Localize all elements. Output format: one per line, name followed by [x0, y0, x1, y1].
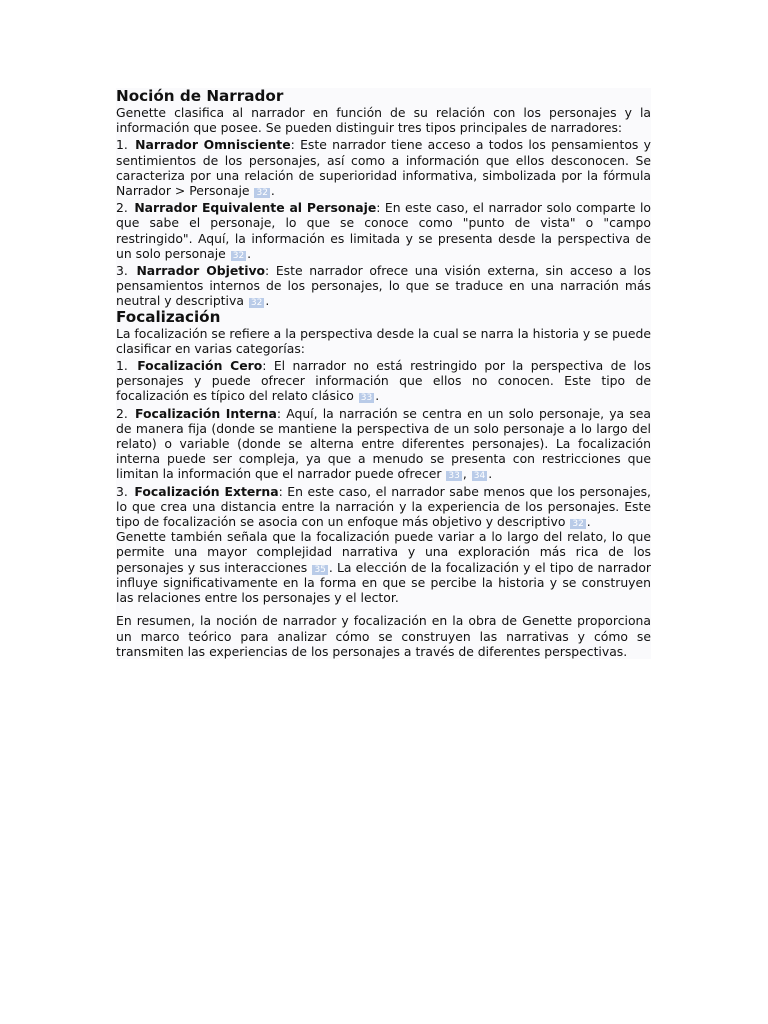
- focalizacion-intro: La focalización se refiere a la perspectiva desde la cual se narra la historia y se puede clasificar en varias categorías:: [116, 325, 651, 356]
- citation-link[interactable]: 35: [314, 564, 326, 575]
- closing-text-rest: . La elección de la focalización y el tipo de narrador influye significativamente en la forma en que se percibe la historia y se construyen las relaciones entre los personajes y el lector.: [116, 559, 651, 606]
- closing-text: Genette también señala que la focalización puede variar a lo largo del relato, lo que permite una mayor complejidad narrativa y una exploración más rica de los personajes y sus interacciones: [116, 529, 651, 575]
- list-number: 3.: [116, 483, 128, 499]
- list-item-text: : Este narrador tiene acceso a todos los pensamientos y sentimientos de los personajes, así como a información que ellos desconocen. Se caracteriza por una relación de superioridad informativa, simbolizada por la fórmula Narrador > Personaje: [116, 137, 651, 199]
- list-item-end: .: [488, 466, 493, 482]
- citation-link[interactable]: 33: [360, 393, 373, 404]
- list-item-focalizacion-cero: [116, 358, 651, 404]
- section-title-focalizacion: Focalización: [116, 307, 221, 326]
- list-item-title: Narrador Objetivo: [136, 263, 266, 279]
- list-number: 1.: [116, 137, 128, 153]
- list-item-end: .: [375, 388, 380, 404]
- list-item-title: Focalización Externa: [134, 483, 279, 499]
- citation-link[interactable]: 33: [448, 471, 460, 482]
- list-item-end: .: [586, 514, 591, 530]
- list-number: 1.: [116, 358, 128, 374]
- list-item-title: Focalización Cero: [137, 358, 263, 374]
- list-item-focalizacion-externa: [116, 484, 651, 530]
- citation-link[interactable]: 32: [250, 298, 263, 309]
- section-title-narrador: Noción de Narrador: [116, 87, 284, 105]
- list-item-title: Narrador Omnisciente: [135, 137, 291, 153]
- list-item-text: : En este caso, el narrador sabe menos que los personajes, lo que crea una distancia entre la narración y la experiencia de los personajes. Este tipo de focalización se asocia con un enfoque más objetivo y descriptivo: [116, 483, 651, 530]
- citation-link[interactable]: 34: [473, 471, 486, 482]
- list-number: 3.: [116, 263, 128, 279]
- list-item-end: .: [270, 183, 275, 199]
- list-number: 2.: [116, 200, 128, 216]
- summary-paragraph: En resumen, la noción de narrador y focalización en la obra de Genette proporciona un marco teórico para analizar cómo se construyen las narrativas y cómo se transmiten las experiencias de los personajes a través de diferentes perspectivas.: [116, 613, 651, 659]
- list-item-narrador-omnisciente: [116, 137, 651, 198]
- list-item-text: : El narrador no está restringido por la perspectiva de los personajes y puede ofrecer información que ellos no conocen. Este tipo de focalización es típico del relato clásico: [116, 358, 651, 404]
- list-item-end: .: [265, 293, 270, 309]
- list-item-text: : Este narrador ofrece una visión externa, sin acceso a los pensamientos internos de los personajes, lo que se traduce en una narración más neutral y descriptiva: [116, 263, 651, 309]
- list-item-end: .: [247, 245, 252, 261]
- citation-link[interactable]: 32: [256, 188, 268, 199]
- list-item-text: : Aquí, la narración se centra en un solo personaje, ya sea de manera fija (donde se mantiene la perspectiva de un solo personaje a lo largo del relato) o variable (donde se alterna entre diferentes personajes). La focalización interna puede ser compleja, ya que a menudo se presenta con restricciones que limitan la información que el narrador puede ofrecer: [116, 405, 651, 482]
- document-body: [116, 88, 651, 659]
- narrador-intro: Genette clasifica al narrador en función de su relación con los personajes y la información que posee. Se pueden distinguir tres tipos principales de narradores:: [116, 105, 651, 136]
- citation-link[interactable]: 32: [232, 250, 245, 261]
- citation-link[interactable]: 32: [572, 519, 584, 530]
- list-item-narrador-equivalente: [116, 200, 651, 261]
- focalizacion-closing-paragraph: [116, 529, 651, 605]
- list-item-narrador-objetivo: [116, 263, 651, 309]
- list-item-title: Narrador Equivalente al Personaje: [134, 200, 377, 216]
- list-item-focalizacion-interna: 2. Focalización Interna: Aquí, la narración se centra en un solo personaje, ya sea de manera fija (donde se mantiene la perspectiva de un solo personaje a lo largo del relato) o variable (donde se alterna entre diferentes personajes). La focalización interna puede ser compleja, ya que a menudo se presenta con restricciones que limitan la información que el narrador puede ofrecer 33 , 34 .: [116, 405, 651, 482]
- list-number: 2.: [116, 405, 128, 421]
- list-item-title: Focalización Interna: [135, 405, 277, 421]
- list-item-text: : En este caso, el narrador solo comparte lo que sabe el personaje, lo que se conoce como "punto de vista" o "campo restringido". Aquí, la información es limitada y se presenta desde la perspectiva de un solo personaje: [116, 200, 651, 261]
